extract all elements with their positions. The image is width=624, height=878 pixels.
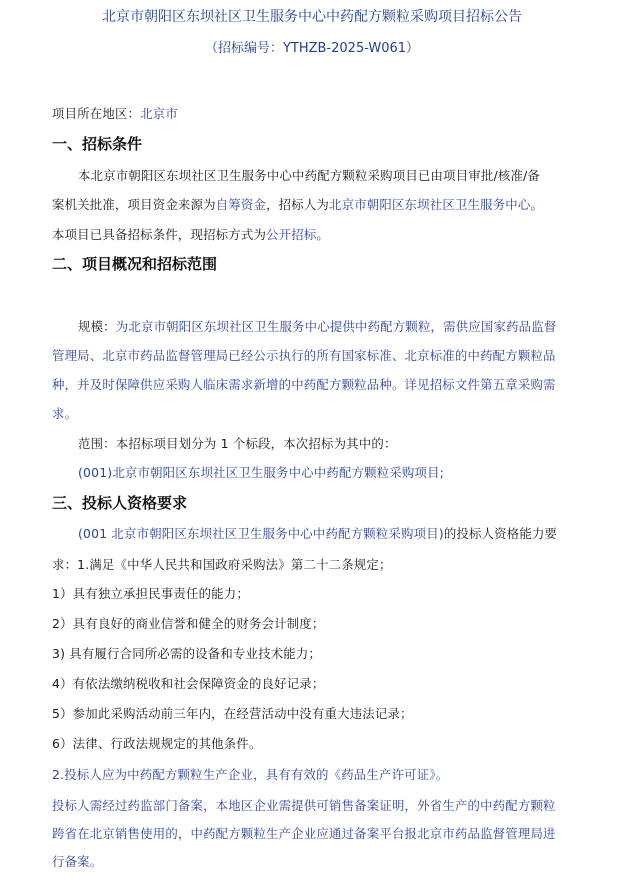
- s2-line4: 求。: [52, 406, 78, 421]
- tender-code: （招标编号：YTHZB-2025-W061）: [204, 41, 420, 56]
- s1-l2a: 案机关批准，项目资金来源为: [52, 197, 216, 212]
- req-para-2: 2.投标人应为中药配方颗粒生产企业，具有有效的《药品生产许可证》。: [52, 767, 449, 782]
- section1-heading: 一、招标条件: [52, 135, 143, 153]
- s2-l1a: 规模：: [78, 319, 116, 334]
- s3-l1a: (001 北京市朝阳区东坝社区卫生服务中心中药配方颗粒采购项目): [78, 526, 444, 541]
- region-label: 项目所在地区：: [52, 106, 141, 121]
- region-value: 北京市: [140, 106, 178, 121]
- region-line: [52, 104, 178, 122]
- s1-l3c: 。: [316, 227, 330, 242]
- req-item-3: 3) 具有履行合同所必需的设备和专业技术能力；: [52, 646, 322, 661]
- s1-l2c: ，招标人为: [266, 197, 330, 212]
- page-title: 北京市朝阳区东坝社区卫生服务中心中药配方颗粒采购项目招标公告: [102, 9, 522, 25]
- s1-l3a: 本项目已具备招标条件，现招标方式为: [52, 227, 267, 242]
- fund-source: 自筹资金: [215, 197, 267, 212]
- s1-line3: [52, 225, 329, 243]
- s2-line1: [78, 317, 556, 335]
- s2-line2: 管理局、北京市药品监督管理局已经公示执行的所有国家标准、北京标准的中药配方颗粒品: [52, 348, 556, 363]
- s2-l1b: 为北京市朝阳区东坝社区卫生服务中心提供中药配方颗粒，需供应国家药品监督: [115, 319, 557, 334]
- section3-heading: 三、投标人资格要求: [52, 494, 188, 512]
- req-item-1: 1）具有独立承担民事责任的能力；: [52, 586, 249, 601]
- s1-l2e: 。: [530, 197, 544, 212]
- req-item-6: 6）法律、行政法规规定的其他条件。: [52, 736, 262, 751]
- req-para-3b: 跨省在北京销售使用的，中药配方颗粒生产企业应通过备案平台报北京市药品监督管理局进: [52, 826, 556, 841]
- req-para-3a: 投标人需经过药监部门备案，本地区企业需提供可销售备案证明，外省生产的中药配方颗粒: [52, 798, 556, 813]
- req-para-3c: 行备案。: [52, 854, 103, 869]
- tenderer-name: 北京市朝阳区东坝社区卫生服务中心: [329, 197, 531, 212]
- tender-method: 公开招标: [266, 227, 317, 242]
- s1-line2: [52, 195, 543, 213]
- s3-line1: [78, 524, 557, 542]
- req-item-5: 5）参加此采购活动前三年内，在经营活动中没有重大违法记录；: [52, 706, 413, 721]
- s1-line1: 本北京市朝阳区东坝社区卫生服务中心中药配方颗粒采购项目已由项目审批/核准/备: [78, 168, 541, 183]
- s3-l1b: 的投标人资格能力要: [443, 526, 558, 541]
- req-item-2: 2）具有良好的商业信誉和健全的财务会计制度；: [52, 616, 325, 631]
- scope-line: 范围：本招标项目划分为 1 个标段，本次招标为其中的：: [78, 436, 397, 451]
- lot-line: (001)北京市朝阳区东坝社区卫生服务中心中药配方颗粒采购项目;: [78, 465, 445, 480]
- section2-heading: 二、项目概况和招标范围: [52, 255, 218, 273]
- req-item-4: 4）有依法缴纳税收和社会保障资金的良好记录；: [52, 676, 325, 691]
- s2-line3: 种，并及时保障供应采购人临床需求新增的中药配方颗粒品种。详见招标文件第五章采购需: [52, 377, 556, 392]
- s3-line2: 求：1.满足《中华人民共和国政府采购法》第二十二条规定；: [52, 557, 392, 572]
